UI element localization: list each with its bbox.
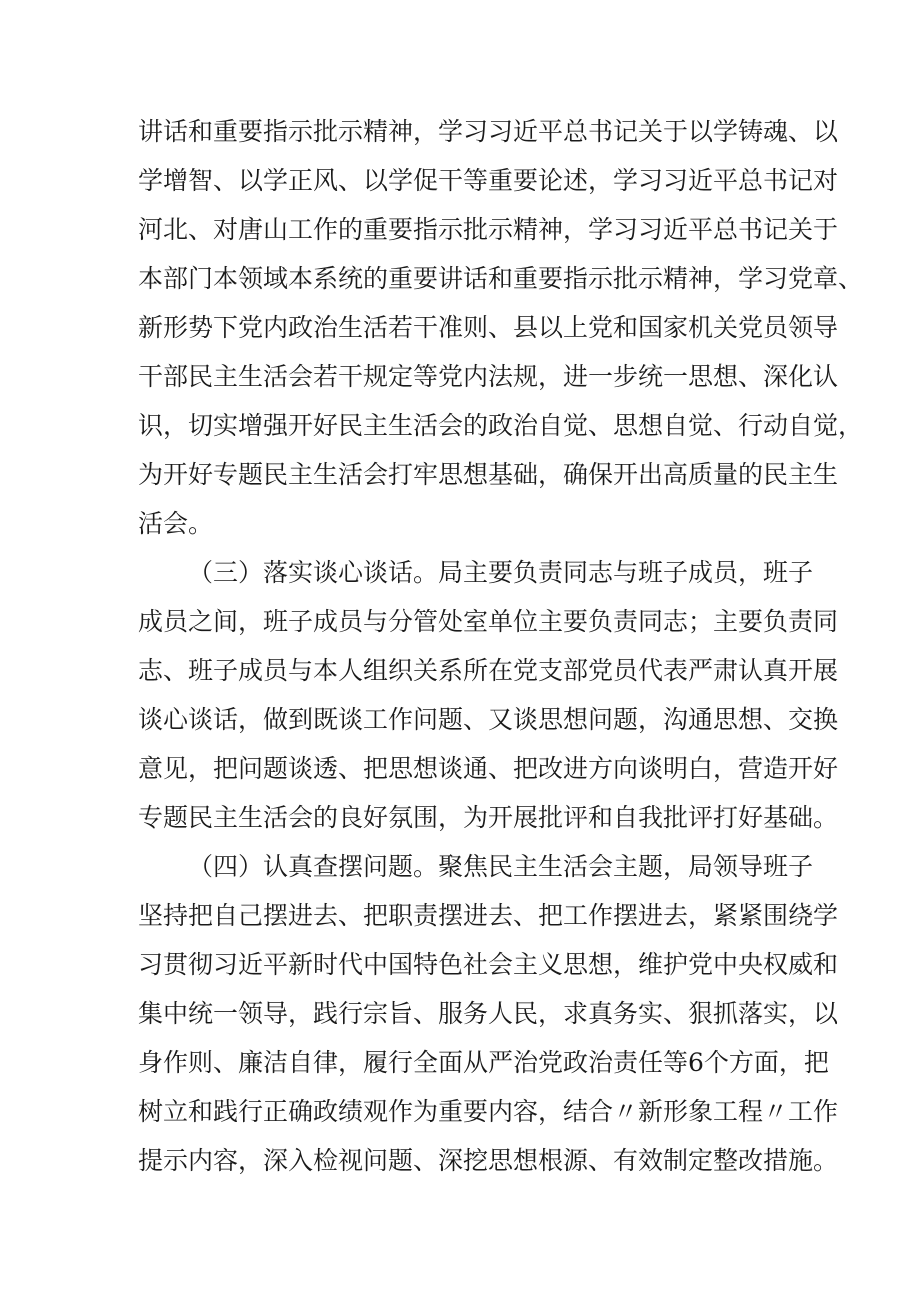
text-line: 树立和践行正确政绩观作为重要内容，结合〃新形象工程〃工作 — [138, 1097, 839, 1126]
section-three-heading-line: （三）落实谈心谈话。局主要负责同志与班子成员，班子 — [188, 558, 814, 587]
text-line: 志、班子成员与本人组织关系所在党支部党员代表严肃认真开展 — [138, 656, 839, 685]
text-line: 提示内容，深入检视问题、深挖思想根源、有效制定整改措施。 — [138, 1146, 839, 1175]
text-line: 成员之间，班子成员与分管处室单位主要负责同志；主要负责同 — [138, 607, 839, 636]
text-line: 身作则、廉洁自律，履行全面从严治党政治责任等6个方面，把 — [138, 1048, 829, 1077]
text-line: 坚持把自己摆进去、把职责摆进去、把工作摆进去，紧紧围绕学 — [138, 901, 839, 930]
text-line: 干部民主生活会若干规定等党内法规，进一步统一思想、深化认 — [138, 362, 839, 391]
text-line: 谈心谈话，做到既谈工作问题、又谈思想问题，沟通思想、交换 — [138, 705, 839, 734]
text-line: 新形势下党内政治生活若干准则、县以上党和国家机关党员领导 — [138, 313, 839, 342]
text-line: 识，切实增强开好民主生活会的政治自觉、思想自觉、行动自觉， — [138, 411, 864, 440]
text-line: 专题民主生活会的良好氛围，为开展批评和自我批评打好基础。 — [138, 803, 839, 832]
text-line: 意见，把问题谈透、把思想谈通、把改进方向谈明白，营造开好 — [138, 754, 839, 783]
text-line: 本部门本领域本系统的重要讲话和重要指示批示精神，学习党章、 — [138, 264, 864, 293]
text-line: 学增智、以学正风、以学促干等重要论述，学习习近平总书记对 — [138, 166, 839, 195]
text-line: 为开好专题民主生活会打牢思想基础，确保开出高质量的民主生 — [138, 460, 839, 489]
text-line: 活会。 — [138, 509, 214, 538]
text-line: 习贯彻习近平新时代中国特色社会主义思想，维护党中央权威和 — [138, 950, 839, 979]
text-line: 讲话和重要指示批示精神，学习习近平总书记关于以学铸魂、以 — [138, 117, 839, 146]
text-line: 集中统一领导，践行宗旨、服务人民，求真务实、狠抓落实，以 — [138, 999, 839, 1028]
section-four-heading-line: （四）认真查摆问题。聚焦民主生活会主题，局领导班子 — [188, 852, 814, 881]
text-line: 河北、对唐山工作的重要指示批示精神，学习习近平总书记关于 — [138, 215, 839, 244]
